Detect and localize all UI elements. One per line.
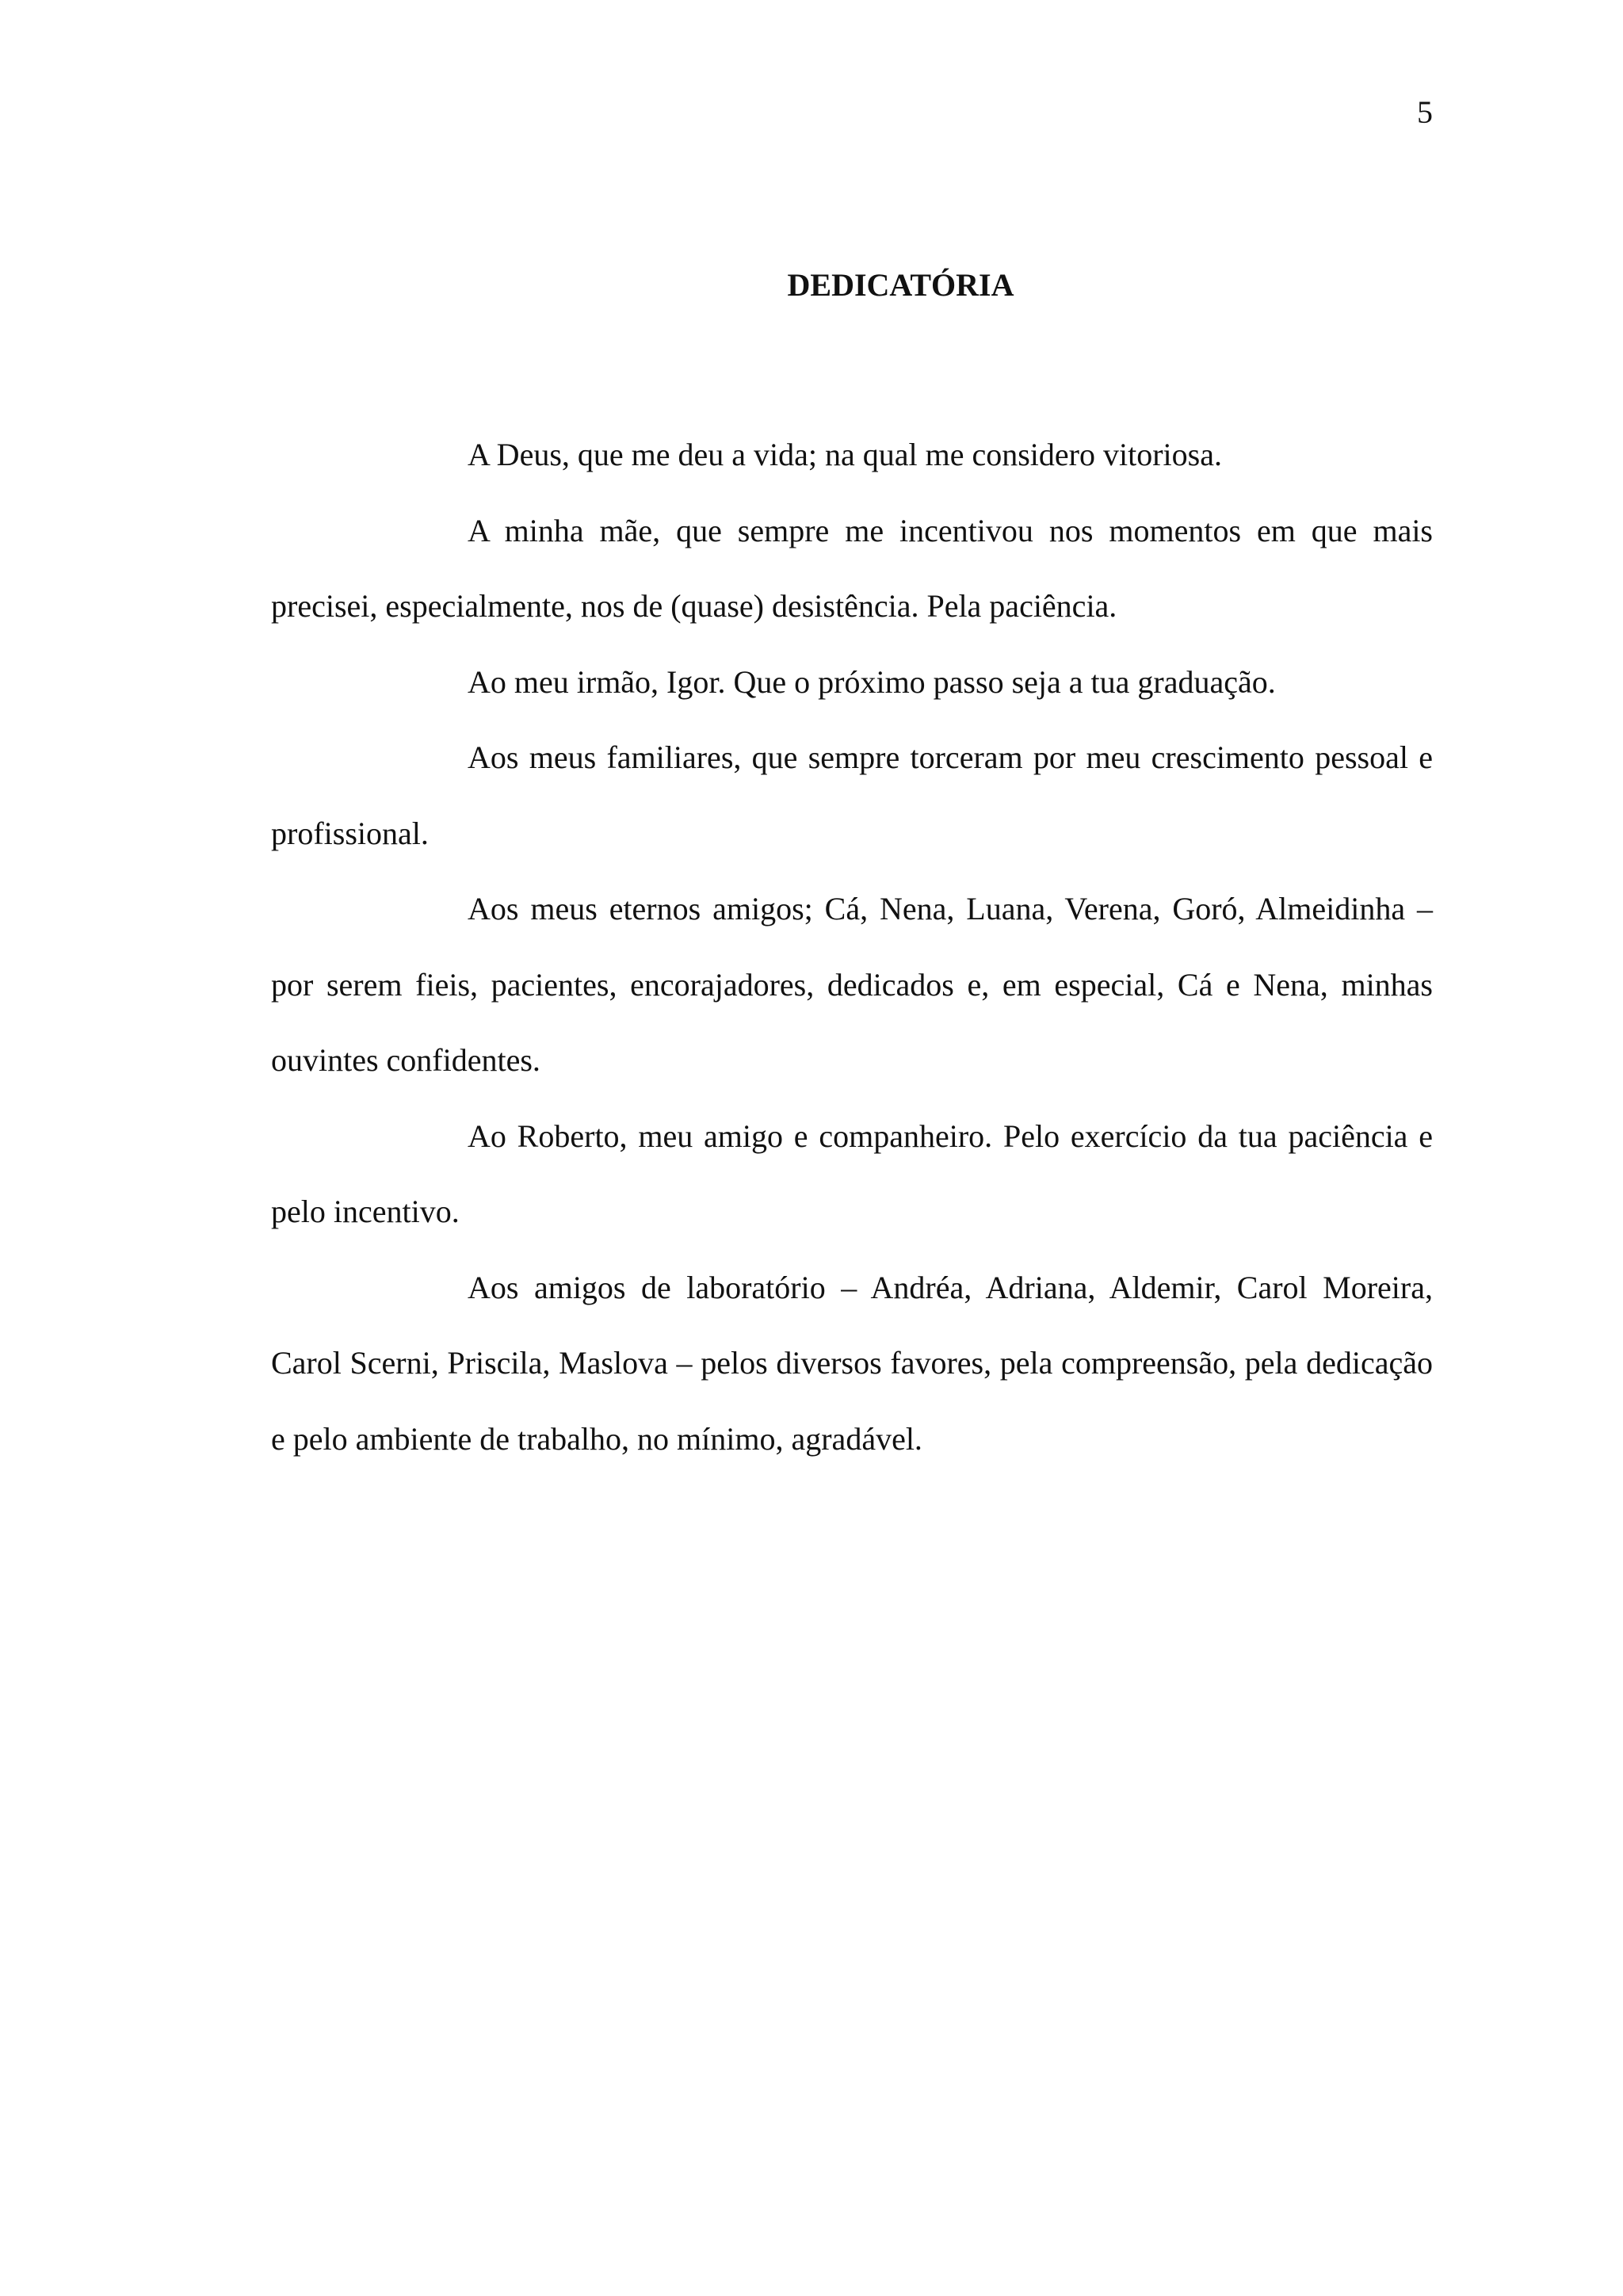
page-number: 5 bbox=[1417, 94, 1433, 130]
paragraph-deus: A Deus, que me deu a vida; na qual me considero vitoriosa. bbox=[468, 437, 1222, 472]
paragraph-irmao: Ao meu irmão, Igor. Que o próximo passo seja a tua graduação. bbox=[468, 663, 1276, 700]
dedication-body bbox=[271, 417, 1433, 1477]
paragraph-mae: A minha mãe, que sempre me incentivou nos momentos em que mais precisei, especialmente, nos de (quase) desistência. Pela paciência. bbox=[271, 512, 1433, 624]
paragraph-familiares: Aos meus familiares, que sempre torceram por meu crescimento pessoal e profissional. bbox=[271, 739, 1433, 851]
page-title: DEDICATÓRIA bbox=[787, 267, 1014, 303]
paragraph-amigos: Aos meus eternos amigos; Cá, Nena, Luana, Verena, Goró, Almeidinha – por serem fieis, pacientes, encorajadores, dedicados e, em especial, Cá e Nena, minhas ouvintes confidentes. bbox=[271, 891, 1433, 1078]
paragraph-roberto: Ao Roberto, meu amigo e companheiro. Pelo exercício da tua paciência e pelo incentivo. bbox=[271, 1117, 1433, 1229]
paragraph-laboratorio: Aos amigos de laboratório – Andréa, Adriana, Aldemir, Carol Moreira, Carol Scerni, Priscila, Maslova – pelos diversos favores, pela compreensão, pela dedicação e pelo ambiente de trabalho, no mínimo, agradável. bbox=[271, 1269, 1433, 1457]
